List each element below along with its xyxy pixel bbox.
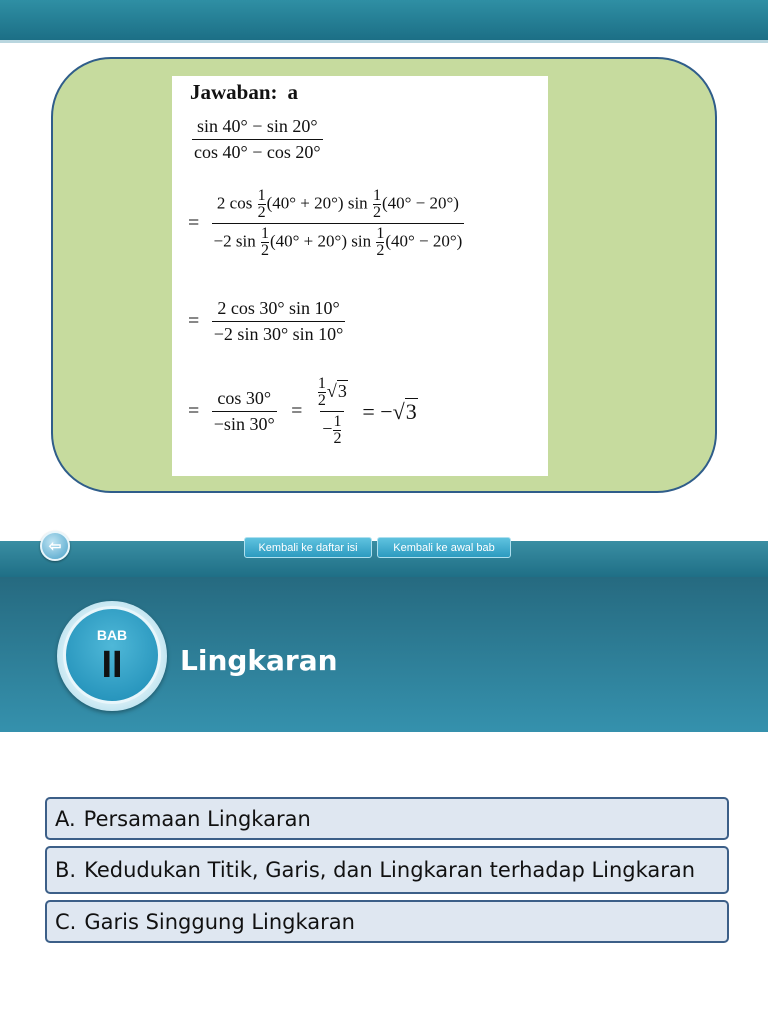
menu-item-label: Persamaan Lingkaran: [83, 806, 311, 831]
back-to-chapter-start-button[interactable]: Kembali ke awal bab: [377, 537, 511, 558]
chapter-title: Lingkaran: [180, 644, 338, 677]
answer-option: a: [287, 80, 299, 104]
eq4-denominator: −sin 30°: [212, 411, 277, 435]
answer-title: Jawaban: a: [190, 80, 299, 104]
equation-line-1: [192, 116, 323, 163]
eq1-numerator: sin 40° − sin 20°: [196, 116, 318, 136]
eq1-denominator: cos 40° − cos 20°: [192, 139, 323, 163]
back-button[interactable]: [40, 531, 70, 561]
eq4-numerator: cos 30°: [217, 388, 272, 408]
equation-line-3: = $\frac{2 \cos 30^\circ \sin 10^\circ}{-2 \sin 30^\circ \sin 10^\circ}$: [188, 298, 344, 344]
menu-item-persamaan[interactable]: A. Persamaan Lingkaran: [45, 797, 729, 840]
chapter-number: II: [101, 644, 123, 686]
eq3-numerator: 2 cos 30° sin 10°: [217, 298, 340, 318]
equation-line-4: = $\frac{\cos 30^\circ}{-\sin 30^\circ}$ = $\frac{1}{2}$ √3 − $\frac{1}{2}$ = −√3: [188, 375, 417, 447]
top-divider: [0, 40, 768, 43]
menu-item-label: Garis Singgung Lingkaran: [84, 909, 355, 934]
back-to-contents-button[interactable]: Kembali ke daftar isi: [244, 537, 372, 558]
equation-line-2: = 2 cos $\frac{1}{2}$ (40° + 20°) sin $\frac{1}{2}$ (40° − 20°) −2 sin $\frac{1}{2}$ (40° + 20°) sin $\frac{1}{2}$ (40° − 20°): [188, 187, 463, 259]
eq3-denominator: −2 sin 30° sin 10°: [212, 321, 346, 345]
eq4-result: = −√3: [362, 398, 417, 424]
back-arrow-icon: ⇦: [48, 537, 62, 555]
menu-item-label: Kedudukan Titik, Garis, dan Lingkaran terhadap Lingkaran: [84, 858, 696, 882]
top-banner: [0, 0, 768, 40]
chapter-badge-label: BAB: [96, 627, 128, 643]
menu-item-garis-singgung[interactable]: C. Garis Singgung Lingkaran: [45, 900, 729, 943]
answer-image: [172, 76, 548, 476]
menu-item-kedudukan[interactable]: B. Kedudukan Titik, Garis, dan Lingkaran terhadap Lingkaran: [45, 846, 729, 894]
